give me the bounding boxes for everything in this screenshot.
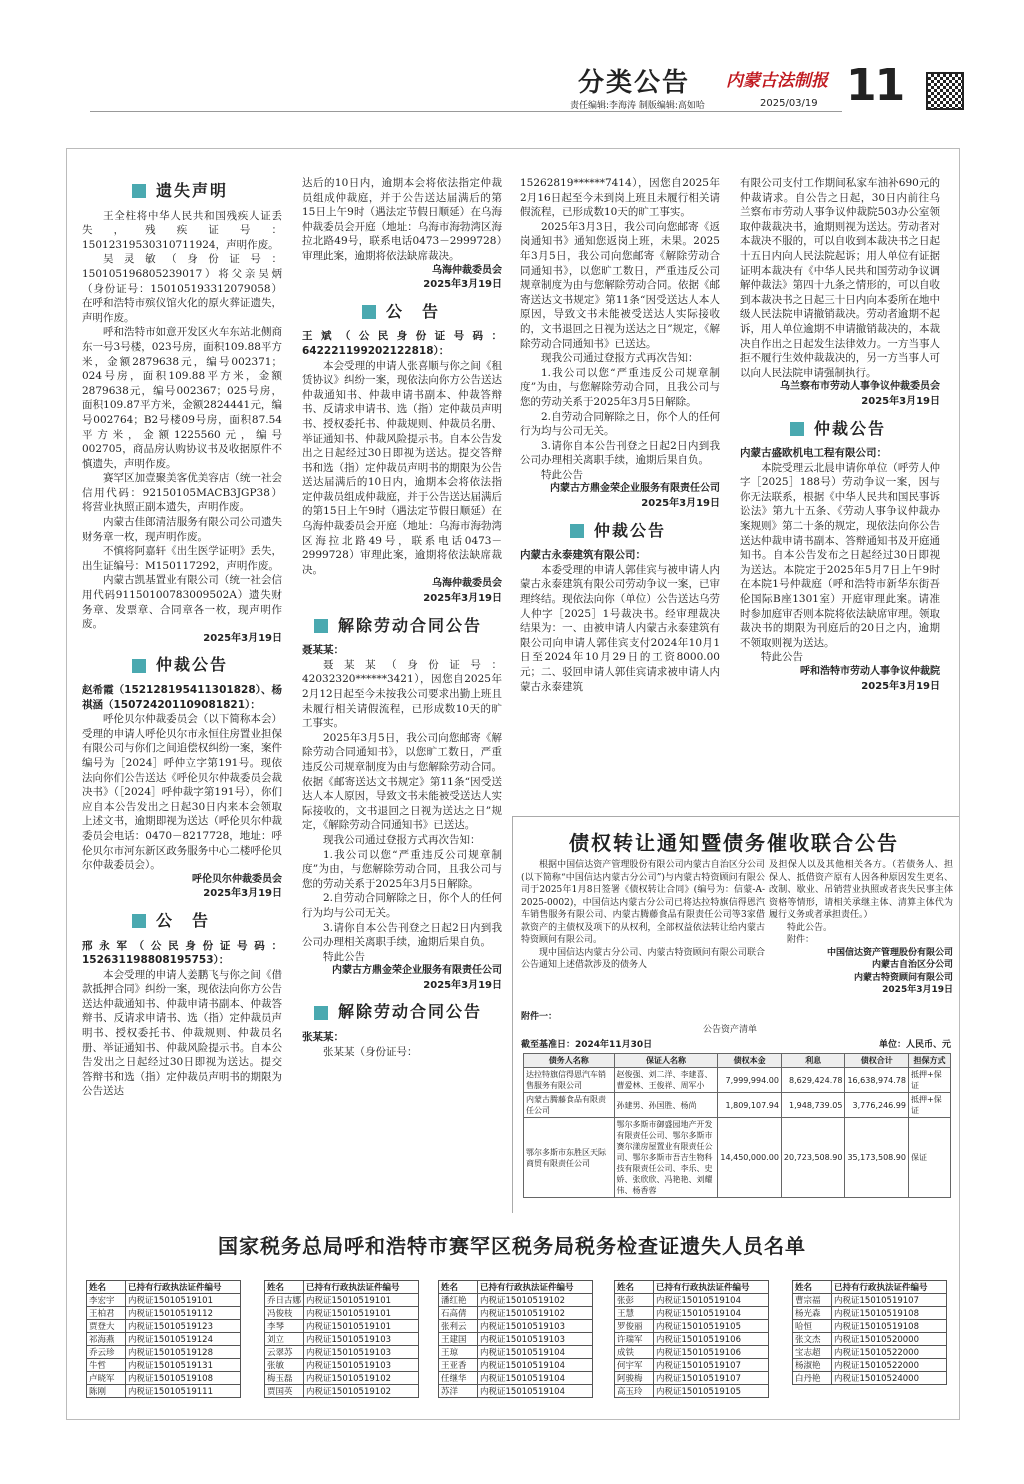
cert-number: 内税证15010519103: [478, 1333, 593, 1346]
notice-text: 呼和浩特市如意开发区火车东站北侧商东一号3号楼，023号房，面积109.88平方米，金额2879638元，编号002371；024号房，面积109.88平方米，金额2879638元，编号002367；025号房，面积109.87平方米，金额2824441元，编号002764；B2号楼09号房，面积87.54平方米，金额1225560元，编号002705，商品房认购协议书及收据原件不慎遗失，声明作废。: [82, 326, 282, 470]
square-icon: [314, 619, 328, 633]
table-cell: 内蒙古腾藤食品有限责任公司: [524, 1093, 615, 1118]
cert-number: 内税证15010519107: [654, 1372, 769, 1385]
cert-number: 内税证15010519104: [478, 1372, 593, 1385]
cert-number: 内税证15010519103: [478, 1320, 593, 1333]
notice-date: 2025年3月19日: [641, 498, 720, 510]
table-header: 姓名: [439, 1281, 478, 1294]
cert-number: 内税证15010519123: [126, 1320, 241, 1333]
table-row: [265, 1333, 419, 1346]
notice-text: 聂某某（身份证号：42032320******3421），因您自2025年2月12日起至今未按我公司要求出勤上班且未履行相关请假流程，已形成数10天的旷工事实。: [302, 658, 502, 730]
lost-cert-title: 国家税务总局呼和浩特市赛罕区税务局税务检查证遗失人员名单: [218, 1234, 806, 1258]
notice-date: 2025年3月19日: [423, 979, 502, 991]
table-header: 姓名: [793, 1281, 832, 1294]
cert-number: 内税证15010519102: [304, 1372, 419, 1385]
table-header: 已持有行政执法证件编号: [126, 1281, 241, 1294]
cert-number: 内税证15010519101: [126, 1294, 241, 1307]
notice-signature: 呼伦贝尔仲裁委员会: [192, 873, 282, 885]
notice-text: 内蒙古佳郎清洁服务有限公司公司遗失财务章一枚，现声明作废。: [82, 516, 282, 543]
table-row: [615, 1307, 769, 1320]
notice-text: 现我公司通过登报方式再次告知：: [541, 352, 699, 365]
table-row: [793, 1333, 947, 1346]
addressee: 内蒙古永泰建筑有限公司：: [520, 549, 646, 562]
cert-number: 内税证15010519107: [654, 1359, 769, 1372]
notice-text: 赛罕区加壹聚美客优美容店（统一社会信用代码：92150105MACB3JGP38）将营业执照正副本遗失，声明作废。: [82, 472, 282, 514]
table-row: [439, 1320, 593, 1333]
annex-label: 附件一：: [521, 1012, 558, 1022]
column-2: [302, 176, 502, 1059]
cert-number: 内税证15010519104: [478, 1359, 593, 1372]
cert-number: 内税证15010519124: [126, 1333, 241, 1346]
person-name: 哈恒: [793, 1320, 832, 1333]
table-row: [265, 1359, 419, 1372]
person-name: 李宏宇: [87, 1294, 126, 1307]
addressee: 张某某：: [302, 1031, 344, 1044]
table-row: [265, 1320, 419, 1333]
table-cell: 1,948,739.05: [781, 1093, 845, 1118]
person-name: 张利云: [439, 1320, 478, 1333]
table-row: [265, 1346, 419, 1359]
cert-number: 内税证15010519128: [126, 1346, 241, 1359]
notice-text: 本会受理的申请人张喜顺与你之间《租赁协议》纠纷一案，现依法向你方公告送达仲裁通知书、仲裁申请书副本、仲裁答辩书、反请求申请书、选（指）定仲裁员声明书、授权委托书、仲裁规则、仲裁员名册、举证通知书、仲裁风险提示书。自本公告发出之日起经过30日即视为送达。提交答辩书和选（指）定仲裁员声明书的期限为公告送达届满后的10日内，逾期本会将依法指定仲裁员组成仲裁庭，并于公告送达届满后的第15日上午9时（遇法定节假日顺延）在乌海仲裁委员会开庭（地址：乌海市海勃湾区海拉北路49号，联系电话0473－2999728）审理此案，逾期将依法缺席裁决。: [302, 359, 502, 576]
table-row: [87, 1307, 241, 1320]
table-cell: 7,999,994.00: [718, 1068, 782, 1093]
person-name: 王柏君: [87, 1307, 126, 1320]
table-header: 债权合计: [845, 1054, 909, 1068]
notice-text: 1.我公司以您“严重违反公司规章制度”为由，与您解除劳动合同，且我公司与您的劳动关系于2025年3月5日解除。: [302, 848, 502, 890]
section-heading: 仲裁公告: [132, 658, 282, 673]
notice-text: 有限公司支付工作期间私家车油补690元的仲裁请求。自公告之日起，30日内前往乌兰察布市劳动人事争议仲裁院503办公室领取仲裁裁决书，逾期则视为送达。劳动者对本裁决不服的，可以自收到本裁决书之日起十五日内向人民法院起诉；用人单位有证据证明本裁决有《中华人民共和国劳动争议调解仲裁法》第四十九条之情形的，可以自收到本裁决书之日起三十日内向本委所在地中级人民法院申请撤销裁决。劳动者逾期不起诉，用人单位逾期不申请撤销裁决的，本裁决自作出之日起发生法律效力。一方当事人拒不履行生效仲裁裁决的，另一方当事人可以向人民法院申请强制执行。: [740, 177, 940, 379]
person-name: 苏洋: [439, 1385, 478, 1398]
person-name: 成铁: [615, 1346, 654, 1359]
table-row: [87, 1320, 241, 1333]
square-icon: [132, 184, 146, 198]
table-row: [87, 1385, 241, 1398]
table-row: [615, 1333, 769, 1346]
cert-number: 内税证15010519101: [304, 1307, 419, 1320]
person-name: 李琴: [265, 1320, 304, 1333]
page-number: 11: [846, 60, 904, 111]
person-name: 云翠苏: [265, 1346, 304, 1359]
table-row: [439, 1294, 593, 1307]
table-row: [87, 1359, 241, 1372]
square-icon: [314, 1006, 328, 1020]
person-name: 潘红艳: [439, 1294, 478, 1307]
table-header: 已持有行政执法证件编号: [654, 1281, 769, 1294]
person-name: 王亚香: [439, 1359, 478, 1372]
column-3: [520, 176, 720, 694]
table-cell: 鄂尔多斯市御盛园地产开发有限责任公司、鄂尔多斯市赛尔漾房屋置业有限责任公司、鄂尔多斯市吾吉生物科技有限责任公司、李乐、史娇、张欣欣、冯艳艳、刘耀伟、杨香蓉: [614, 1118, 718, 1198]
table-header: 债权本金: [718, 1054, 782, 1068]
person-name: 白丹艳: [793, 1372, 832, 1385]
square-icon: [132, 659, 146, 673]
notice-text: 3.请你自本公告刊登之日起2日内到我公司办理相关离职手续，逾期后果自负。: [520, 439, 720, 467]
editors: 责任编辑:李海涛 制版编辑:高如哈: [570, 101, 705, 111]
table-row: [439, 1385, 593, 1398]
cert-number: 内税证15010519101: [304, 1320, 419, 1333]
person-name: 高玉玲: [615, 1385, 654, 1398]
section-heading: 仲裁公告: [790, 422, 940, 437]
header-rule: [90, 111, 842, 112]
cert-number: 内税证15010519105: [654, 1320, 769, 1333]
cert-number: 内税证15010519104: [654, 1307, 769, 1320]
cert-number: 内税证15010519104: [478, 1385, 593, 1398]
table-row: [793, 1294, 947, 1307]
lost-cert-table: [438, 1280, 593, 1398]
table-header: 姓名: [265, 1281, 304, 1294]
addressee: 王斌（公民身份证号码：642221199202122818）：: [302, 330, 502, 357]
cert-number: 内税证15010519112: [126, 1307, 241, 1320]
person-name: 张文杰: [793, 1333, 832, 1346]
person-name: 乔云珍: [87, 1346, 126, 1359]
person-name: 任继华: [439, 1372, 478, 1385]
cert-number: 内税证15010519108: [832, 1320, 947, 1333]
table-cell: 16,638,974.78: [845, 1068, 909, 1093]
addressee: 邢永军（公民身份证号码：152631198808195753）：: [82, 939, 282, 967]
notice-text: 特此公告: [541, 468, 583, 481]
table-row: [87, 1333, 241, 1346]
person-name: 王慧: [615, 1307, 654, 1320]
table-header: 姓名: [615, 1281, 654, 1294]
notice-signature: 乌海仲裁委员会: [432, 578, 502, 590]
table-row: [615, 1294, 769, 1307]
cert-number: 内税证15010524000: [832, 1372, 947, 1385]
table-row: [793, 1320, 947, 1333]
table-cell: 达拉特旗信得恩汽车销售服务有限公司: [524, 1068, 615, 1093]
asset-meta: 截至基准日：2024年11月30日 单位：人民币、元: [521, 1040, 951, 1050]
table-header: 债务人名称: [524, 1054, 615, 1068]
notice-text: 3.请你自本公告刊登之日起2日内到我公司办理相关离职手续，逾期后果自负。: [302, 921, 502, 949]
notice-date: 2025年3月19日: [861, 395, 940, 407]
table-cell: 35,173,508.90: [845, 1118, 909, 1198]
person-name: 王建国: [439, 1333, 478, 1346]
person-name: 梅玉磊: [265, 1372, 304, 1385]
notice-date: 2025年3月19日: [203, 888, 282, 900]
notice-text: 王全柱将中华人民共和国残疾人证丢失，残疾证号：15012319530310711924，声明作废。: [82, 209, 282, 251]
person-name: 乔日古娜: [265, 1294, 304, 1307]
lost-cert-table: [792, 1280, 947, 1385]
cert-number: 内税证15010519103: [304, 1346, 419, 1359]
cert-number: 内税证15010519104: [654, 1294, 769, 1307]
table-header: 保证人名称: [614, 1054, 718, 1068]
square-icon: [132, 914, 146, 928]
table-row: [793, 1372, 947, 1385]
page-header: [0, 0, 1024, 125]
table-row: [439, 1359, 593, 1372]
notice-text: 特此公告: [323, 950, 365, 963]
person-name: 宝志超: [793, 1346, 832, 1359]
table-cell: 3,776,246.99: [845, 1093, 909, 1118]
person-name: 祁海燕: [87, 1333, 126, 1346]
debt-transfer-notice: [512, 816, 959, 1213]
cert-number: 内税证15010519106: [654, 1333, 769, 1346]
notice-date: 2025年3月19日: [423, 279, 502, 291]
square-icon: [790, 422, 804, 436]
cert-number: 内税证15010519104: [478, 1346, 593, 1359]
notice-date: 2025年3月19日: [423, 593, 502, 605]
notice-signature: 乌兰察布市劳动人事争议仲裁委员会: [780, 381, 940, 393]
table-row: [615, 1346, 769, 1359]
notice-date: 2025年3月19日: [203, 632, 282, 644]
section-heading: 公 告: [132, 914, 282, 929]
section-heading: 解除劳动合同公告: [314, 1005, 502, 1020]
table-row: [793, 1307, 947, 1320]
cert-number: 内税证15010519105: [654, 1385, 769, 1398]
cert-number: 内税证15010520000: [832, 1333, 947, 1346]
notice-text: 呼伦贝尔仲裁委员会（以下简称本会）受理的申请人呼伦贝尔市永恒住房置业担保有限公司与你们之间追偿权纠纷一案，案件编号为［2024］呼仲立字第191号。现依法向你们公告送达《呼伦贝尔仲裁委员会裁决书》（［2024］呼仲裁字第191号），你们应自本公告发出之日起30日内来本会领取上述文书，逾期即视为送达（呼伦贝尔仲裁委员会电话：0470－8217728，地址：呼伦贝尔市河东新区政务服务中心二楼呼伦贝尔仲裁委员会）。: [82, 713, 282, 872]
table-header: 担保方式: [908, 1054, 950, 1068]
cert-number: 内税证15010519102: [304, 1385, 419, 1398]
table-cell: 抵押+保证: [908, 1093, 950, 1118]
notice-date: 2025年3月19日: [861, 680, 940, 692]
table-row: [524, 1068, 951, 1093]
notice-text: 内蒙古凯基置业有限公司（统一社会信用代码91150100783009502A）遗失财务章、发票章、合同章各一枚，现声明作废。: [82, 574, 282, 631]
person-name: 王琼: [439, 1346, 478, 1359]
lost-cert-table: [86, 1280, 241, 1398]
cert-number: 内税证15010522000: [832, 1359, 947, 1372]
cert-number: 内税证15010519102: [478, 1307, 593, 1320]
person-name: 曹宗福: [793, 1294, 832, 1307]
person-name: 杨光森: [793, 1307, 832, 1320]
notice-text: 2.自劳动合同解除之日，你个人的任何行为均与公司无关。: [302, 892, 502, 919]
table-row: [265, 1307, 419, 1320]
person-name: 陈刚: [87, 1385, 126, 1398]
notice-signature: 乌海仲裁委员会: [432, 264, 502, 276]
notice-signature: 内蒙古方鼎金荣企业服务有限责任公司: [332, 965, 502, 977]
cert-number: 内税证15010519102: [478, 1294, 593, 1307]
table-header: 姓名: [87, 1281, 126, 1294]
person-name: 贾登大: [87, 1320, 126, 1333]
cert-number: 内税证15010519111: [126, 1385, 241, 1398]
person-name: 贾国英: [265, 1385, 304, 1398]
table-header: 已持有行政执法证件编号: [478, 1281, 593, 1294]
notice-signature: 呼和浩特市劳动人事争议仲裁院: [800, 666, 940, 677]
issue-date: 2025/03/19: [760, 98, 818, 109]
person-name: 张敏: [265, 1359, 304, 1372]
person-name: 罗俊丽: [615, 1320, 654, 1333]
table-row: [87, 1346, 241, 1359]
table-row: [439, 1333, 593, 1346]
table-cell: 赵俊强、刘二洋、李建喜、曹爱林、王俊祥、周军小: [614, 1068, 718, 1093]
section-heading: 解除劳动合同公告: [314, 619, 502, 634]
asset-list-title: 公告资产清单: [703, 1025, 758, 1035]
table-row: [265, 1385, 419, 1398]
debt-notice-left: 根据中国信达资产管理股份有限公司内蒙古自治区分公司(以下简称“中国信达内蒙古分公司”)与内蒙古特资顾问有限公司于2025年1月8日签署《债权转让合同》(编号为：信蒙-A-2025-0002)，中国信达内蒙古分公司已将达拉特旗信得恩汽车销售服务有限公司、内蒙古腾藤食品有限责任公司等3家借款资产的主债权及项下的从权利，全部权益依法转让给内蒙古特资顾问有限公司。 现中国信达内蒙古分公司、内蒙古特资顾问有限公司联合公告通知上述借款涉及的债务人: [521, 860, 765, 970]
debt-notice-title: 债权转让通知暨债务催收联合公告: [569, 831, 899, 855]
person-name: 何宇军: [615, 1359, 654, 1372]
person-name: 卢晓军: [87, 1372, 126, 1385]
person-name: 杨淑艳: [793, 1359, 832, 1372]
notice-text: 2.自劳动合同解除之日，你个人的任何行为均与公司无关。: [520, 410, 720, 438]
table-row: [615, 1372, 769, 1385]
notice-text: 本院受理云北晨申请你单位（呼劳人仲字［2025］188号）劳动争议一案，因与你无法联系，根据《中华人民共和国民事诉讼法》第九十五条、《劳动人事争议仲裁办案规则》第二十条的规定，现依法向你公告送达仲裁申请书副本、答辩通知书及开庭通知书。自本公告发布之日起经过30日即视为送达。本院定于2025年5月7日上午9时在本院1号仲裁庭（呼和浩特市新华东街吾伦国际B座1301室）开庭审理此案。请准时参加庭审否则本院将依法缺席审理。领取裁决书的期限为刊庭后的20日之内，逾期不领取则视为送达。: [740, 461, 940, 649]
table-row: [439, 1372, 593, 1385]
asset-table: [523, 1053, 951, 1198]
column-1: [82, 172, 282, 1099]
table-row: [87, 1294, 241, 1307]
cert-number: 内税证15010519131: [126, 1359, 241, 1372]
cert-number: 内税证15010519103: [304, 1333, 419, 1346]
person-name: 牛哲: [87, 1359, 126, 1372]
table-cell: 抵押+保证: [908, 1068, 950, 1093]
table-header: 已持有行政执法证件编号: [832, 1281, 947, 1294]
notice-text: 2025年3月5日，我公司向您邮寄《解除劳动合同通知书》，以您旷工数日，严重违反公司规章制度为由与您解除劳动合同。依据《邮寄送达文书规定》第11条“因受送达人本人原因，导致文书未能被受送达人实际接收的，文书退回之日视为送达之日”规定，《解除劳动合同通知书》已送达。: [302, 731, 502, 832]
cert-number: 内税证15010519108: [832, 1307, 947, 1320]
table-row: [524, 1118, 951, 1198]
table-row: [265, 1372, 419, 1385]
notice-text: 现我公司通过登报方式再次告知：: [323, 833, 481, 846]
table-row: [439, 1346, 593, 1359]
table-row: [265, 1294, 419, 1307]
person-name: 许瑞军: [615, 1333, 654, 1346]
table-cell: 1,809,107.94: [718, 1093, 782, 1118]
person-name: 张彭: [615, 1294, 654, 1307]
section-heading: 遗失声明: [132, 184, 282, 199]
table-header: 已持有行政执法证件编号: [304, 1281, 419, 1294]
notice-text: 本会受理的申请人姜鹏飞与你之间《借款抵押合同》纠纷一案，现依法向你方公告送达仲裁通知书、仲裁申请书副本、仲裁答辩书、反请求申请书、选（指）定仲裁员声明书、授权委托书、仲裁规则、仲裁员名册、举证通知书、仲裁风险提示书。自本公告发出之日起经过30日即视为送达。提交答辩书和选（指）定仲裁员声明书的期限为公告送达: [82, 968, 282, 1098]
notice-text: 吴灵敏（身份证号：150105196805239017）将父亲吴炳（身份证号：150105193312079058）在呼和浩特市殡仪馆火化的原火葬证遗失，声明作废。: [82, 253, 282, 324]
section-heading: 公 告: [362, 305, 502, 320]
lost-cert-table: [264, 1280, 419, 1398]
notice-text: 张某某（身份证号：: [323, 1045, 418, 1058]
person-name: 石高倩: [439, 1307, 478, 1320]
section-title: 分类公告: [578, 68, 691, 98]
table-cell: 鄂尔多斯市东胜区天际商贸有限责任公司: [524, 1118, 615, 1198]
notice-text: 1.我公司以您“严重违反公司规章制度”为由，与您解除劳动合同，且我公司与您的劳动关系于2025年3月5日解除。: [520, 366, 720, 408]
square-icon: [362, 305, 376, 319]
table-row: [439, 1307, 593, 1320]
table-cell: 20,723,508.90: [781, 1118, 845, 1198]
cert-number: 内税证15010519106: [654, 1346, 769, 1359]
notice-text: 特此公告: [761, 651, 803, 664]
table-row: [524, 1093, 951, 1118]
table-cell: 孙建男、孙国胜、杨尚: [614, 1093, 718, 1118]
notice-text: 15262819******7414），因您自2025年2月16日起至今未到岗上班且未履行相关请假流程，已形成数10天的旷工事实。: [520, 177, 720, 219]
newspaper-logo: 内蒙古法制报: [726, 71, 828, 91]
table-cell: 14,450,000.00: [718, 1118, 782, 1198]
column-4: [740, 176, 940, 694]
qr-code-icon: [926, 72, 964, 110]
table-row: [615, 1359, 769, 1372]
table-row: [615, 1320, 769, 1333]
table-row: [87, 1372, 241, 1385]
table-row: [793, 1359, 947, 1372]
table-cell: 8,629,424.78: [781, 1068, 845, 1093]
cert-number: 内税证15010519101: [304, 1294, 419, 1307]
cert-number: 内税证15010522000: [832, 1346, 947, 1359]
addressee: 聂某某：: [302, 644, 344, 657]
lost-cert-table: [614, 1280, 769, 1398]
notice-text: 不慎将阿嘉轩《出生医学证明》丢失，出生证编号：M150117292，声明作废。: [82, 545, 282, 572]
square-icon: [570, 524, 584, 538]
cert-number: 内税证15010519103: [304, 1359, 419, 1372]
table-row: [793, 1346, 947, 1359]
person-name: 冯俊枝: [265, 1307, 304, 1320]
table-header: 利息: [781, 1054, 845, 1068]
notice-text: 本委受理的申请人郭佳宾与被申请人内蒙古永泰建筑有限公司劳动争议一案，已审理终结。现依法向你（单位）公告送达乌劳人仲字［2025］1号裁决书。经审理裁决结果为：一、由被申请人内蒙古永泰建筑有限公司向申请人郭佳宾支付2024年10月1日至2024年10月29日的工资8000.00元；二、驳回申请人郭佳宾请求被申请人内蒙古永泰建筑: [520, 563, 720, 693]
person-name: 刘立: [265, 1333, 304, 1346]
cert-number: 内税证15010519107: [832, 1294, 947, 1307]
debt-notice-right: 及担保人以及其他相关各方。（若债务人、担保人、抵借资产原有人因各种原因发生更名、改制、歇业、吊销营业执照或者丧失民事主体资格等情形，请相关承继主体、清算主体代为履行义务或者承担责任。） 特此公告。 附件： 中国信达资产管理股份有限公司 内蒙古自治区分公司 内蒙古特资顾问有限公司 2025年3月19日: [769, 860, 953, 995]
person-name: 阿骏梅: [615, 1372, 654, 1385]
notice-signature: 内蒙古方鼎金荣企业服务有限责任公司: [550, 483, 720, 495]
addressee: 赵希霞（152128195411301828）、杨祺涵（150724201109081821）：: [82, 684, 282, 711]
table-cell: 保证: [908, 1118, 950, 1198]
section-heading: 仲裁公告: [570, 524, 720, 539]
addressee: 内蒙古盛欧机电工程有限公司：: [740, 447, 887, 460]
cert-number: 内税证15010519108: [126, 1372, 241, 1385]
notice-text: 2025年3月3日，我公司向您邮寄《返岗通知书》通知您返岗上班，未果。2025年3月5日，我公司向您邮寄《解除劳动合同通知书》，以您旷工数日，严重违反公司规章制度为由与您解除劳动合同。依据《邮寄送达文书规定》第11条“因受送达人本人原因，导致文书未能被受送达人实际接收的，文书退回之日视为送达之日”规定，《解除劳动合同通知书》已送达。: [520, 220, 720, 350]
notice-text: 达后的10日内，逾期本会将依法指定仲裁员组成仲裁庭，并于公告送达届满后的第15日上午9时（遇法定节假日顺延）在乌海仲裁委员会开庭（地址：乌海市海勃湾区海拉北路49号，联系电话0473－2999728）审理此案，逾期将依法缺席裁决。: [302, 177, 502, 262]
table-row: [615, 1385, 769, 1398]
